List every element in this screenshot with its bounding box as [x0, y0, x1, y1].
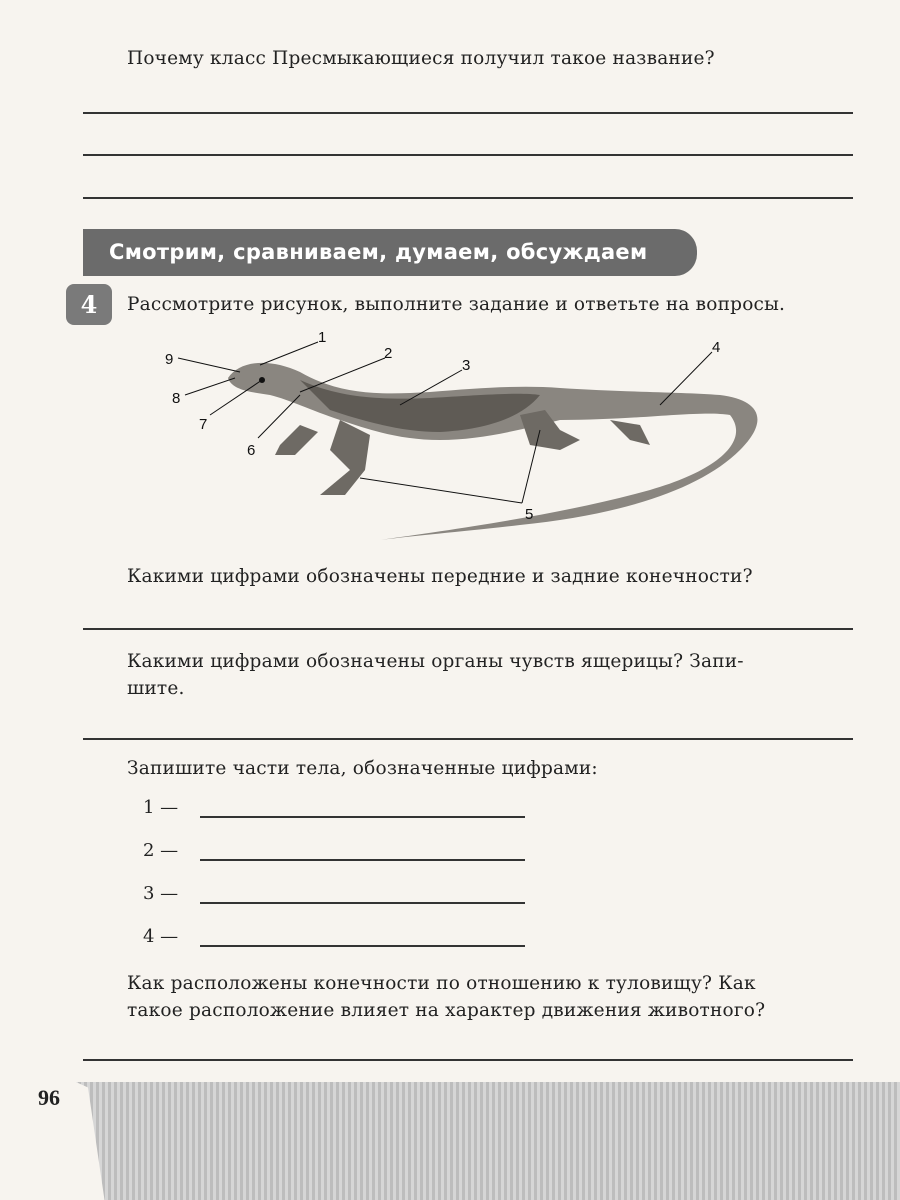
figure-label-5: 5 — [525, 506, 534, 523]
figure-label-4: 4 — [712, 339, 721, 356]
body-part-item-1: 1 — — [143, 797, 179, 818]
question-limbs-position-line1: Как расположены конечности по отношению к туловищу? Как — [127, 973, 756, 994]
figure-label-8: 8 — [172, 390, 181, 407]
question-body-parts: Запишите части тела, обозначенные цифрами: — [127, 758, 598, 779]
body-part-answer-line-2[interactable] — [200, 859, 525, 861]
decorative-footer-pattern — [0, 1082, 900, 1200]
figure-label-7: 7 — [199, 416, 208, 433]
answer-line[interactable] — [83, 154, 853, 156]
body-part-item-2: 2 — — [143, 840, 179, 861]
figure-label-2: 2 — [384, 345, 393, 362]
question-reptiles-name: Почему класс Пресмыкающиеся получил такое название? — [127, 48, 715, 69]
answer-line[interactable] — [83, 1059, 853, 1061]
body-part-answer-line-4[interactable] — [200, 945, 525, 947]
body-part-item-4: 4 — — [143, 926, 179, 947]
body-part-answer-line-3[interactable] — [200, 902, 525, 904]
answer-line[interactable] — [83, 112, 853, 114]
figure-label-3: 3 — [462, 357, 471, 374]
figure-label-6: 6 — [247, 442, 256, 459]
page-number: 96 — [38, 1085, 60, 1110]
answer-line[interactable] — [83, 628, 853, 630]
question-senses-line1: Какими цифрами обозначены органы чувств ящерицы? Запи- — [127, 651, 744, 672]
body-part-answer-line-1[interactable] — [200, 816, 525, 818]
task-number-badge: 4 — [66, 284, 112, 325]
figure-label-1: 1 — [318, 329, 327, 346]
question-senses-line2: шите. — [127, 678, 185, 699]
answer-line[interactable] — [83, 197, 853, 199]
answer-line[interactable] — [83, 738, 853, 740]
question-limbs-position-line2: такое расположение влияет на характер движения животного? — [127, 1000, 766, 1021]
body-part-item-3: 3 — — [143, 883, 179, 904]
lizard-figure — [0, 325, 900, 555]
figure-label-9: 9 — [165, 351, 174, 368]
question-limbs-numbers: Какими цифрами обозначены передние и задние конечности? — [127, 566, 753, 587]
section-banner: Смотрим, сравниваем, думаем, обсуждаем — [83, 229, 697, 276]
task-instruction: Рассмотрите рисунок, выполните задание и ответьте на вопросы. — [127, 294, 786, 315]
